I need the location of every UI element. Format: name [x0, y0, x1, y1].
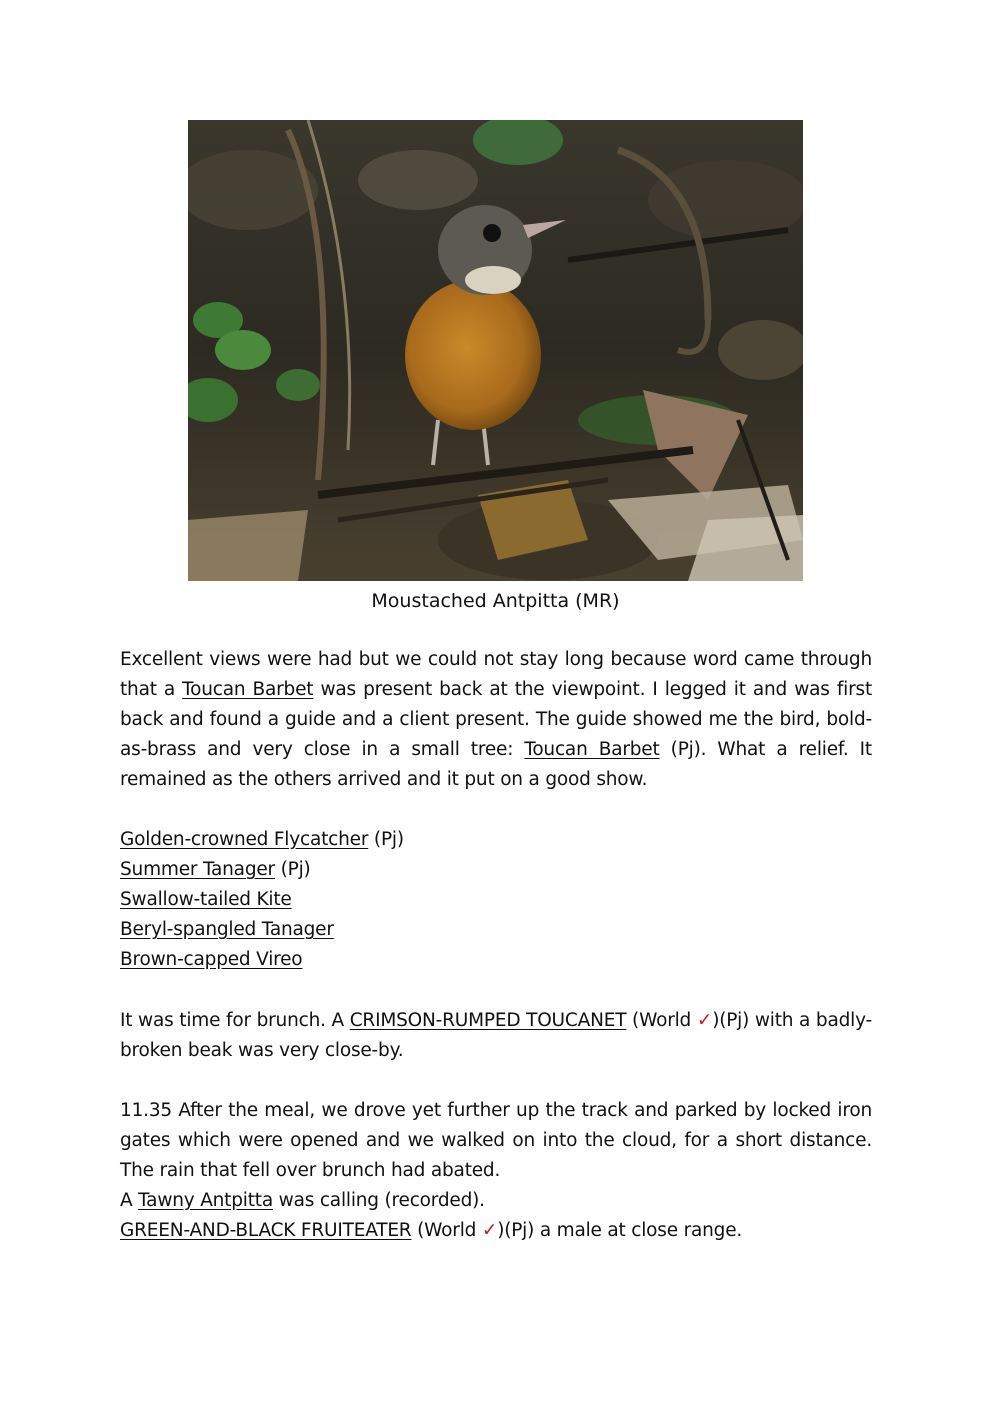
list-item	[120, 825, 872, 855]
checkmark-icon: ✓	[481, 1220, 498, 1241]
para3-line3-text-2: )(Pj) a male at close range.	[497, 1220, 743, 1241]
para3-line3-text-1: (World	[411, 1220, 482, 1241]
species-name: Summer Tanager	[120, 859, 275, 880]
checkmark-icon: ✓	[696, 1010, 713, 1031]
species-note: (Pj)	[368, 829, 404, 850]
species-link-green-and-black-fruiteater: GREEN-AND-BLACK FRUITEATER	[120, 1220, 412, 1241]
species-list	[120, 825, 872, 975]
species-note: (Pj)	[274, 859, 311, 880]
para1-text-3: (Pj). What a relief. It remained as the others arrived and it put on a good show.	[120, 739, 872, 790]
para3-line-2	[120, 1186, 872, 1216]
paragraph-after-meal	[120, 1096, 872, 1246]
bird-photo	[188, 120, 803, 581]
para3-line2-text-2: was calling (recorded).	[272, 1190, 485, 1211]
species-link-crimson-rumped-toucanet: CRIMSON-RUMPED TOUCANET	[349, 1010, 627, 1031]
species-name: Swallow-tailed Kite	[120, 889, 292, 910]
para1-text-2: was present back at the viewpoint. I legged it and was first back and found a guide and a client present. The guide showed me the bird, bold-as-brass and very close in a small tree:	[120, 679, 872, 760]
para3-line2-text-1: A	[120, 1190, 139, 1211]
list-item	[120, 915, 872, 945]
paragraph-toucan-barbet	[120, 645, 872, 795]
paragraph-brunch	[120, 1006, 872, 1066]
para2-text-3: )(Pj) with a badly-broken beak was very close-by.	[120, 1010, 872, 1061]
para2-text-1: It was time for brunch. A	[120, 1010, 350, 1031]
para3-line-1: 11.35 After the meal, we drove yet further up the track and parked by locked iron gates which were opened and we walked on into the cloud, for a short distance. The rain that fell over brunch had abated.	[120, 1100, 872, 1181]
para1-text-1: Excellent views were had but we could not stay long because word came through that a	[120, 649, 872, 700]
species-link-toucan-barbet: Toucan Barbet	[182, 679, 314, 700]
photo-caption: Moustached Antpitta (MR)	[371, 590, 620, 612]
list-item	[120, 945, 872, 975]
species-link-tawny-antpitta: Tawny Antpitta	[138, 1190, 273, 1211]
species-name: Brown-capped Vireo	[120, 949, 303, 970]
species-name: Beryl-spangled Tanager	[120, 919, 334, 940]
list-item	[120, 855, 872, 885]
species-link-toucan-barbet-2: Toucan Barbet	[524, 739, 660, 760]
para3-line-3	[120, 1216, 872, 1246]
antpitta-image	[188, 120, 803, 581]
species-name: Golden-crowned Flycatcher	[120, 829, 369, 850]
para2-text-2: (World	[626, 1010, 697, 1031]
list-item	[120, 885, 872, 915]
